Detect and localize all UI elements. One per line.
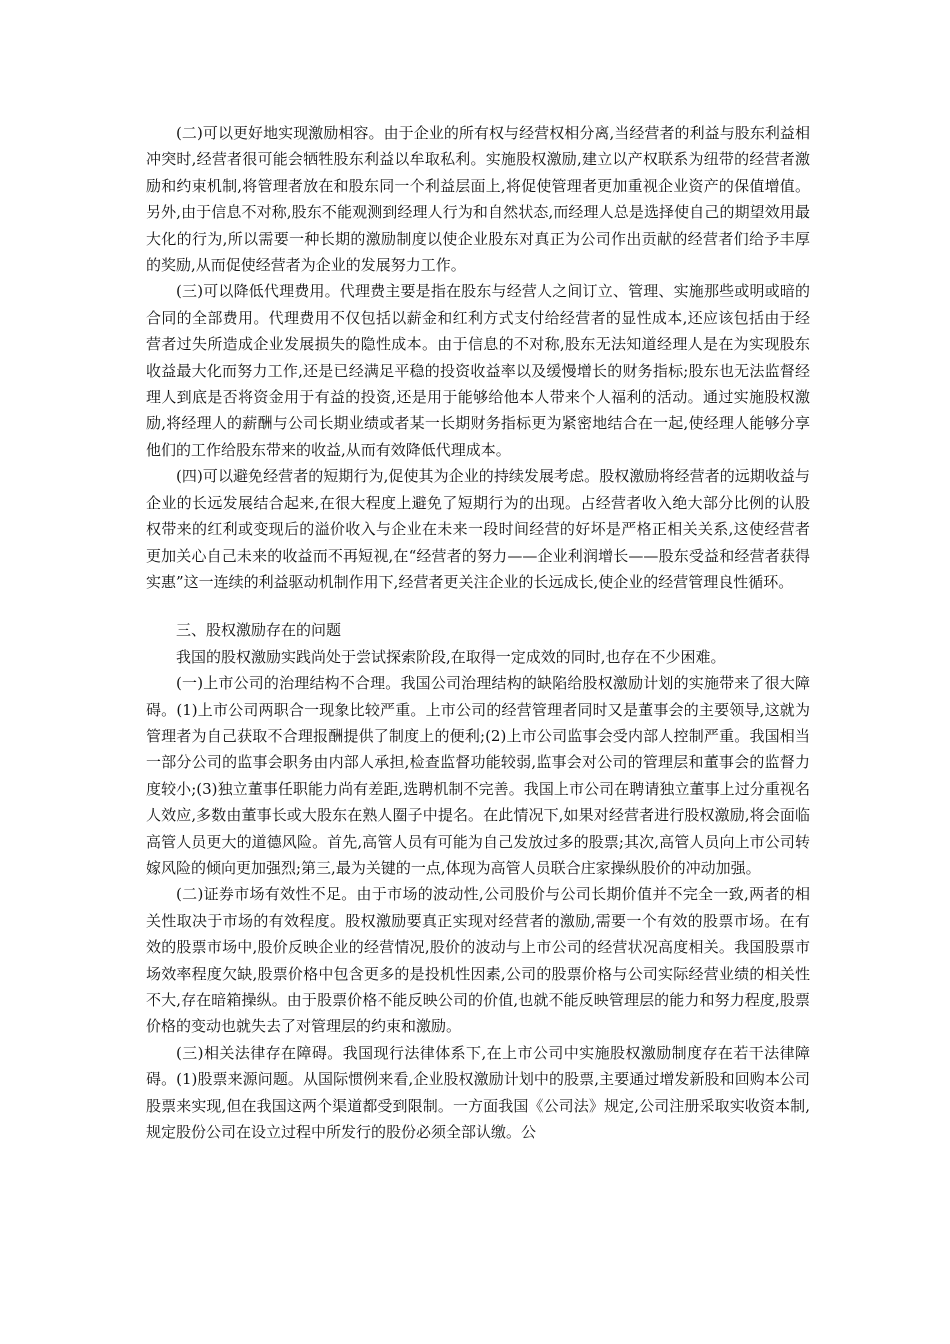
paragraph-governance: (一)上市公司的治理结构不合理。我国公司治理结构的缺陷给股权激励计划的实施带来了很大障碍。(1)上市公司两职合一现象比较严重。上市公司的经营管理者同时又是董事会的主要领导,这就为管理者为自己获取不合理报酬提供了制度上的便利;(2)上市公司监事会受内部人控制严重。我国相当一部分公司的监事会职务由内部人承担,检查监督功能较弱,监事会对公司的管理层和董事会的监督力度较小;(3)独立董事任职能力尚有差距,选聘机制不完善。我国上市公司在聘请独立董事上过分重视名人效应,多数由董事长或大股东在熟人圈子中提名。在此情况下,如果对经营者进行股权激励,将会面临高管人员更大的道德风险。首先,高管人员有可能为自己发放过多的股票;其次,高管人员向上市公司转嫁风险的倾向更加强烈;第三,最为关键的一点,体现为高管人员联合庄家操纵股价的冲动加强。 xyxy=(146,674,810,877)
section-spacer xyxy=(146,595,810,603)
paragraph-short-term-behavior: (四)可以避免经营者的短期行为,促使其为企业的持续发展考虑。股权激励将经营者的远期收益与企业的长远发展结合起来,在很大程度上避免了短期行为的出现。占经营者收入绝大部分比例的认股权带来的红利或变现后的溢价收入与企业在未来一段时间经营的好坏是严格正相关关系,这使经营者更加关心自己未来的收益而不再短视,在“经营者的努力——企业利润增长——股东受益和经营者获得实惠”这一连续的利益驱动机制作用下,经营者更关注企业的长远成长,使企业的经营管理良性循环。 xyxy=(146,467,810,591)
paragraph-incentive-compatibility: (二)可以更好地实现激励相容。由于企业的所有权与经营权相分离,当经营者的利益与股东利益相冲突时,经营者很可能会牺牲股东利益以牟取私利。实施股权激励,建立以产权联系为纽带的经营者激励和约束机制,将管理者放在和股东同一个利益层面上,将促使管理者更加重视企业资产的保值增值。另外,由于信息不对称,股东不能观测到经理人行为和自然状态,而经理人总是选择使自己的期望效用最大化的行为,所以需要一种长期的激励制度以使企业股东对真正为公司作出贡献的经营者们给予丰厚的奖励,从而促使经营者为企业的发展努力工作。 xyxy=(146,124,810,275)
section-heading: 三、股权激励存在的问题 xyxy=(176,621,342,640)
paragraph-intro: 我国的股权激励实践尚处于尝试探索阶段,在取得一定成效的同时,也存在不少困难。 xyxy=(176,647,726,666)
document-page xyxy=(146,120,810,1145)
paragraph-legal-obstacles: (三)相关法律存在障碍。我国现行法律体系下,在上市公司中实施股权激励制度存在若干法律障碍。(1)股票来源问题。从国际惯例来看,企业股权激励计划中的股票,主要通过增发新股和回购本公司股票来实现,但在我国这两个渠道都受到限制。一方面我国《公司法》规定,公司注册采取实收资本制,规定股份公司在设立过程中所发行的股份必须全部认缴。公 xyxy=(146,1043,810,1142)
paragraph-agency-cost: (三)可以降低代理费用。代理费主要是指在股东与经营人之间订立、管理、实施那些或明或暗的合同的全部费用。代理费用不仅包括以薪金和红利方式支付给经营者的显性成本,还应该包括由于经营者过失所造成企业发展损失的隐性成本。由于信息的不对称,股东无法知道经理人是在为实现股东收益最大化而努力工作,还是已经满足平稳的投资收益率以及缓慢增长的财务指标;股东也无法监督经理人到底是否将资金用于有益的投资,还是用于能够给他本人带来个人福利的活动。通过实施股权激励,将经理人的薪酬与公司长期业绩或者某一长期财务指标更为紧密地结合在一起,使经理人能够分享他们的工作给股东带来的收益,从而有效降低代理成本。 xyxy=(146,282,810,459)
paragraph-market-efficiency: (二)证券市场有效性不足。由于市场的波动性,公司股价与公司长期价值并不完全一致,两者的相关性取决于市场的有效程度。股权激励要真正实现对经营者的激励,需要一个有效的股票市场。在有效的股票市场中,股价反映企业的经营情况,股价的波动与上市公司的经营状况高度相关。我国股票市场效率程度欠缺,股票价格中包含更多的是投机性因素,公司的股票价格与公司实际经营业绩的相关性不大,存在暗箱操纵。由于股票价格不能反映公司的价值,也就不能反映管理层的能力和努力程度,股票价格的变动也就失去了对管理层的约束和激励。 xyxy=(146,885,810,1036)
